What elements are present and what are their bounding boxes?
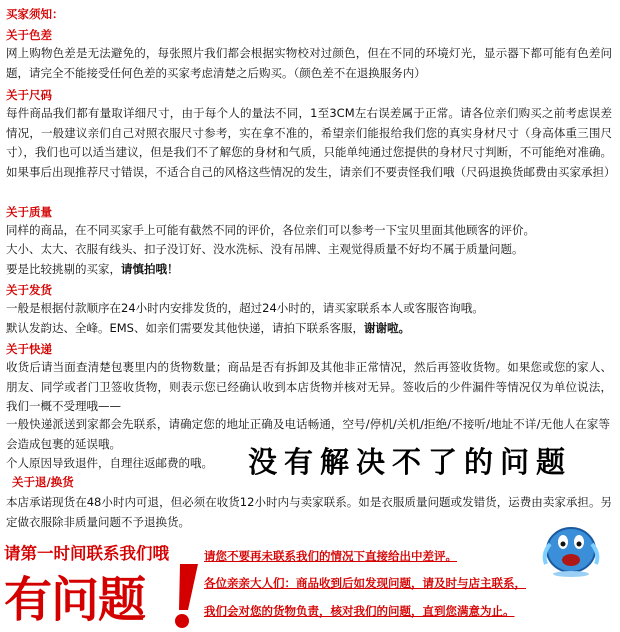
section-heading-courier: 关于快递 [6, 342, 52, 356]
section-heading-size: 关于尺码 [6, 88, 52, 102]
exclamation-icon [168, 562, 202, 630]
section-heading-returns: 关于退/换货 [12, 475, 74, 489]
section-text-size: 每件商品我们都有量取详细尺寸，由于每个人的量法不同，1至3CM左右误差属于正常。请各位亲们购买之前考虑误差情况，一般建议亲们自己对照衣服尺寸参考，实在拿不准的，希望亲们能报给我们您的真实身材尺寸（身高体重三围尺寸），我们也可以适当建议，但是我们不了解您的身材和气质，只能单纯通过您提供的身材尺寸判断，不可能绝对准确。如果事后出现推荐尺寸错误，不适合自己的风格这些情况的发生，请亲们不要责怪我们哦（尺码退换货邮费由买家承担） [6, 106, 616, 179]
express-emphasis: 谢谢啦。 [364, 321, 410, 335]
section-heading-shipping: 关于发货 [6, 283, 52, 297]
section-text-picky [6, 260, 612, 280]
section-text-courier-1: 收货后请当面查清楚包裹里内的货物数量；商品是否有拆卸及其他非正常情况，然后再签收货物。如果您或您的家人、朋友、同学或者门卫签收货物，则表示您已经确认收到本店货物并核对无异。签收后的少件漏件等情况仅为单位说法，我们一概不受理哦—— [6, 360, 612, 413]
section-text-returns: 本店承诺现货在48小时内可退，但必须在收货12小时内与卖家联系。如是衣服质量问题或发错货，运费由卖家承担。另定做衣服除非质量问题不予退换货。 [6, 495, 612, 529]
section-text-courier-2: 一般快递派送到家都会先联系，请确定您的地址正确及电话畅通，空号/停机/关机/拒绝/不接听/地址不详/无他人在家等会造成包裹的延误哦。 [6, 417, 610, 451]
note-line-2: 各位亲亲大人们：商品收到后如发现问题，请及时与店主联系， [204, 576, 526, 590]
section-text-color: 网上购物色差是无法避免的，每张照片我们都会根据实物校对过颜色，但在不同的环境灯光，显示器下都可能有色差问题，请完全不能接受任何色差的买家考虑清楚之后购买。（颜色差不在退换服务内） [6, 46, 612, 80]
contact-banner: 请第一时间联系我们哦 [4, 544, 169, 563]
note-line-1: 请您不要再未联系我们的情况下直接给出中差评。 [204, 549, 457, 563]
picky-emphasis: 请慎拍哦！ [121, 262, 179, 276]
problem-banner: 有问题 [4, 572, 146, 628]
section-text-quality-2: 大小、太大、衣服有线头、扣子没订好、没水洗标、没有吊牌、主观觉得质量不好均不属于质量问题。 [6, 242, 524, 256]
page-title: 买家须知： [6, 7, 64, 21]
section-text-courier-3: 个人原因导致退件，自理往返邮费的哦。 [6, 456, 213, 470]
section-text-quality-1: 同样的商品，在不同买家手上可能有截然不同的评价，各位亲们可以参考一下宝贝里面其他顾客的评价。 [6, 223, 535, 237]
section-heading-color: 关于色差 [6, 28, 52, 42]
crying-face-icon [536, 520, 606, 578]
section-heading-quality: 关于质量 [6, 205, 52, 219]
section-text-express [6, 319, 612, 339]
note-line-3: 我们会对您的货物负责，核对我们的问题，直到您满意为止。 [204, 604, 515, 618]
picky-prefix: 要是比较挑剔的买家， [6, 262, 121, 276]
section-text-shipping: 一般是根据付款顺序在24小时内安排发货的，超过24小时的，请买家联系本人或客服咨询哦。 [6, 301, 484, 315]
express-prefix: 默认发韵达、全峰。EMS、如亲们需要发其他快递，请拍下联系客服， [6, 321, 364, 335]
slogan: 没有解决不了的问题 [248, 445, 573, 479]
